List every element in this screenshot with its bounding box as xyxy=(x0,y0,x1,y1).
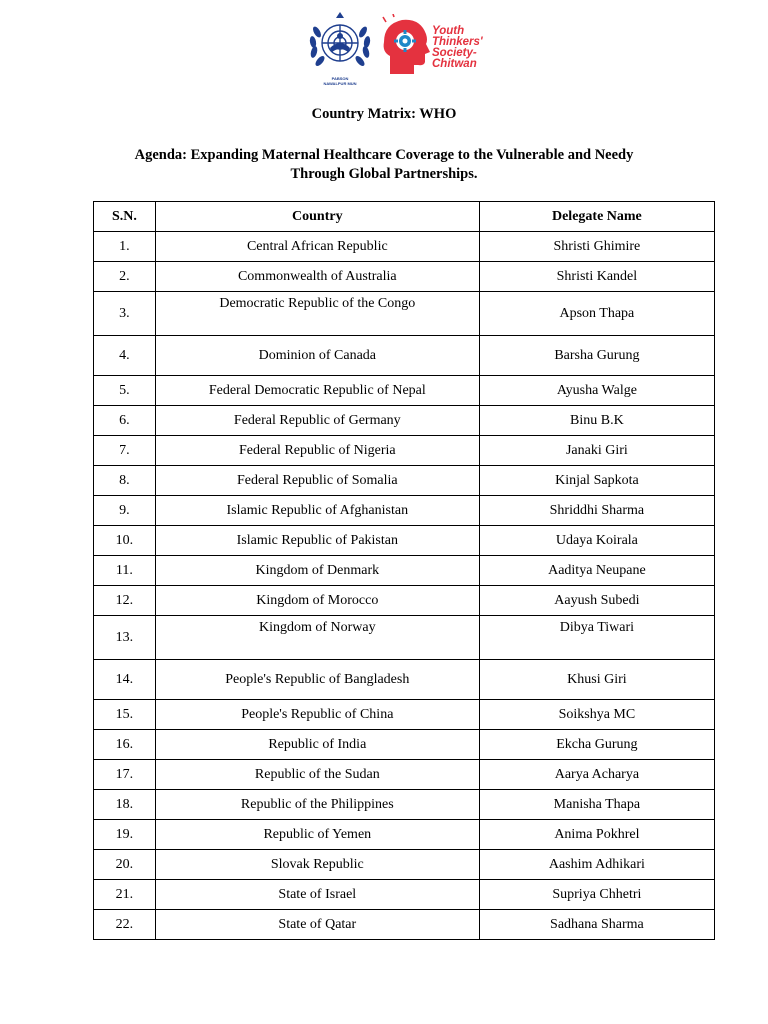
row-sn: 1. xyxy=(94,232,156,262)
row-sn: 16. xyxy=(94,730,156,760)
row-country: Central African Republic xyxy=(155,232,479,262)
agenda-line-2: Through Global Partnerships. xyxy=(290,166,478,182)
row-country: Republic of the Philippines xyxy=(155,790,479,820)
agenda-line-1: Agenda: Expanding Maternal Healthcare Coverage to the Vulnerable and Needy xyxy=(134,147,634,163)
table-row xyxy=(94,880,715,910)
row-sn: 15. xyxy=(94,700,156,730)
row-sn: 7. xyxy=(94,436,156,466)
row-country: Federal Republic of Somalia xyxy=(155,466,479,496)
row-sn: 3. xyxy=(94,292,156,336)
table-row xyxy=(94,436,715,466)
row-delegate: Supriya Chhetri xyxy=(479,880,714,910)
row-sn: 22. xyxy=(94,910,156,940)
row-delegate: Soikshya MC xyxy=(479,700,714,730)
table-row xyxy=(94,292,715,336)
country-matrix-table xyxy=(93,201,715,940)
row-sn: 4. xyxy=(94,336,156,376)
row-country: Republic of Yemen xyxy=(155,820,479,850)
row-sn: 12. xyxy=(94,586,156,616)
table-row xyxy=(94,526,715,556)
row-country: Slovak Republic xyxy=(155,850,479,880)
row-sn: 2. xyxy=(94,262,156,292)
row-delegate: Shristi Kandel xyxy=(479,262,714,292)
row-sn: 18. xyxy=(94,790,156,820)
row-sn: 9. xyxy=(94,496,156,526)
head-gear-icon xyxy=(380,14,432,80)
row-delegate: Aarya Acharya xyxy=(479,760,714,790)
table-row xyxy=(94,376,715,406)
pabson-mun-logo xyxy=(300,12,380,87)
table-row xyxy=(94,850,715,880)
table-row xyxy=(94,790,715,820)
row-country: Federal Republic of Germany xyxy=(155,406,479,436)
page-title: Country Matrix: WHO xyxy=(311,106,457,122)
un-logo-label xyxy=(300,76,380,86)
un-logo-label-line1: PABSON xyxy=(331,76,349,81)
table-row xyxy=(94,910,715,940)
table-row xyxy=(94,730,715,760)
table-row xyxy=(94,406,715,436)
header-logos xyxy=(0,12,768,87)
yts-logo-line4: Chitwan xyxy=(432,58,477,70)
table-row xyxy=(94,820,715,850)
row-country: State of Qatar xyxy=(155,910,479,940)
row-country: Kingdom of Morocco xyxy=(155,586,479,616)
row-delegate: Janaki Giri xyxy=(479,436,714,466)
row-delegate: Udaya Koirala xyxy=(479,526,714,556)
row-sn: 14. xyxy=(94,660,156,700)
header-sn: S.N. xyxy=(94,202,156,232)
row-delegate: Apson Thapa xyxy=(479,292,714,336)
row-country: People's Republic of China xyxy=(155,700,479,730)
un-logo-label-line2: NAWALPUR MUN xyxy=(323,81,357,86)
row-delegate: Shristi Ghimire xyxy=(479,232,714,262)
row-delegate: Ayusha Walge xyxy=(479,376,714,406)
row-country: People's Republic of Bangladesh xyxy=(155,660,479,700)
row-country: State of Israel xyxy=(155,880,479,910)
un-emblem-icon xyxy=(300,12,380,76)
table-row xyxy=(94,556,715,586)
row-delegate: Anima Pokhrel xyxy=(479,820,714,850)
row-delegate: Barsha Gurung xyxy=(479,336,714,376)
table-row xyxy=(94,660,715,700)
row-delegate: Aayush Subedi xyxy=(479,586,714,616)
row-country: Republic of the Sudan xyxy=(155,760,479,790)
table-row xyxy=(94,466,715,496)
yts-logo-line1: Youth xyxy=(432,25,465,37)
row-country: Kingdom of Norway xyxy=(155,616,479,660)
row-delegate: Sadhana Sharma xyxy=(479,910,714,940)
table-row xyxy=(94,336,715,376)
row-country: Republic of India xyxy=(155,730,479,760)
row-sn: 17. xyxy=(94,760,156,790)
row-delegate: Shriddhi Sharma xyxy=(479,496,714,526)
row-sn: 21. xyxy=(94,880,156,910)
table-row xyxy=(94,700,715,730)
yts-logo-text xyxy=(432,26,483,70)
table-row xyxy=(94,760,715,790)
row-delegate: Kinjal Sapkota xyxy=(479,466,714,496)
row-delegate: Ekcha Gurung xyxy=(479,730,714,760)
row-country: Federal Democratic Republic of Nepal xyxy=(155,376,479,406)
row-sn: 6. xyxy=(94,406,156,436)
row-delegate: Khusi Giri xyxy=(479,660,714,700)
row-country: Kingdom of Denmark xyxy=(155,556,479,586)
row-country: Islamic Republic of Pakistan xyxy=(155,526,479,556)
table-row xyxy=(94,586,715,616)
youth-thinkers-society-logo xyxy=(380,14,500,84)
row-delegate: Dibya Tiwari xyxy=(479,616,714,660)
row-sn: 10. xyxy=(94,526,156,556)
header-country: Country xyxy=(155,202,479,232)
row-delegate: Aashim Adhikari xyxy=(479,850,714,880)
row-country: Federal Republic of Nigeria xyxy=(155,436,479,466)
row-sn: 13. xyxy=(94,616,156,660)
header-delegate: Delegate Name xyxy=(479,202,714,232)
row-sn: 19. xyxy=(94,820,156,850)
yts-logo-line3: Society- xyxy=(432,47,477,59)
table-header-row xyxy=(94,202,715,232)
row-sn: 11. xyxy=(94,556,156,586)
row-country: Islamic Republic of Afghanistan xyxy=(155,496,479,526)
yts-logo-line2: Thinkers' xyxy=(432,36,483,48)
agenda-text xyxy=(84,146,684,184)
row-sn: 5. xyxy=(94,376,156,406)
row-delegate: Binu B.K xyxy=(479,406,714,436)
row-delegate: Aaditya Neupane xyxy=(479,556,714,586)
table-row xyxy=(94,496,715,526)
row-sn: 20. xyxy=(94,850,156,880)
table-row xyxy=(94,262,715,292)
row-delegate: Manisha Thapa xyxy=(479,790,714,820)
row-country: Commonwealth of Australia xyxy=(155,262,479,292)
row-country: Dominion of Canada xyxy=(155,336,479,376)
row-country: Democratic Republic of the Congo xyxy=(155,292,479,336)
table-row xyxy=(94,616,715,660)
row-sn: 8. xyxy=(94,466,156,496)
table-row xyxy=(94,232,715,262)
